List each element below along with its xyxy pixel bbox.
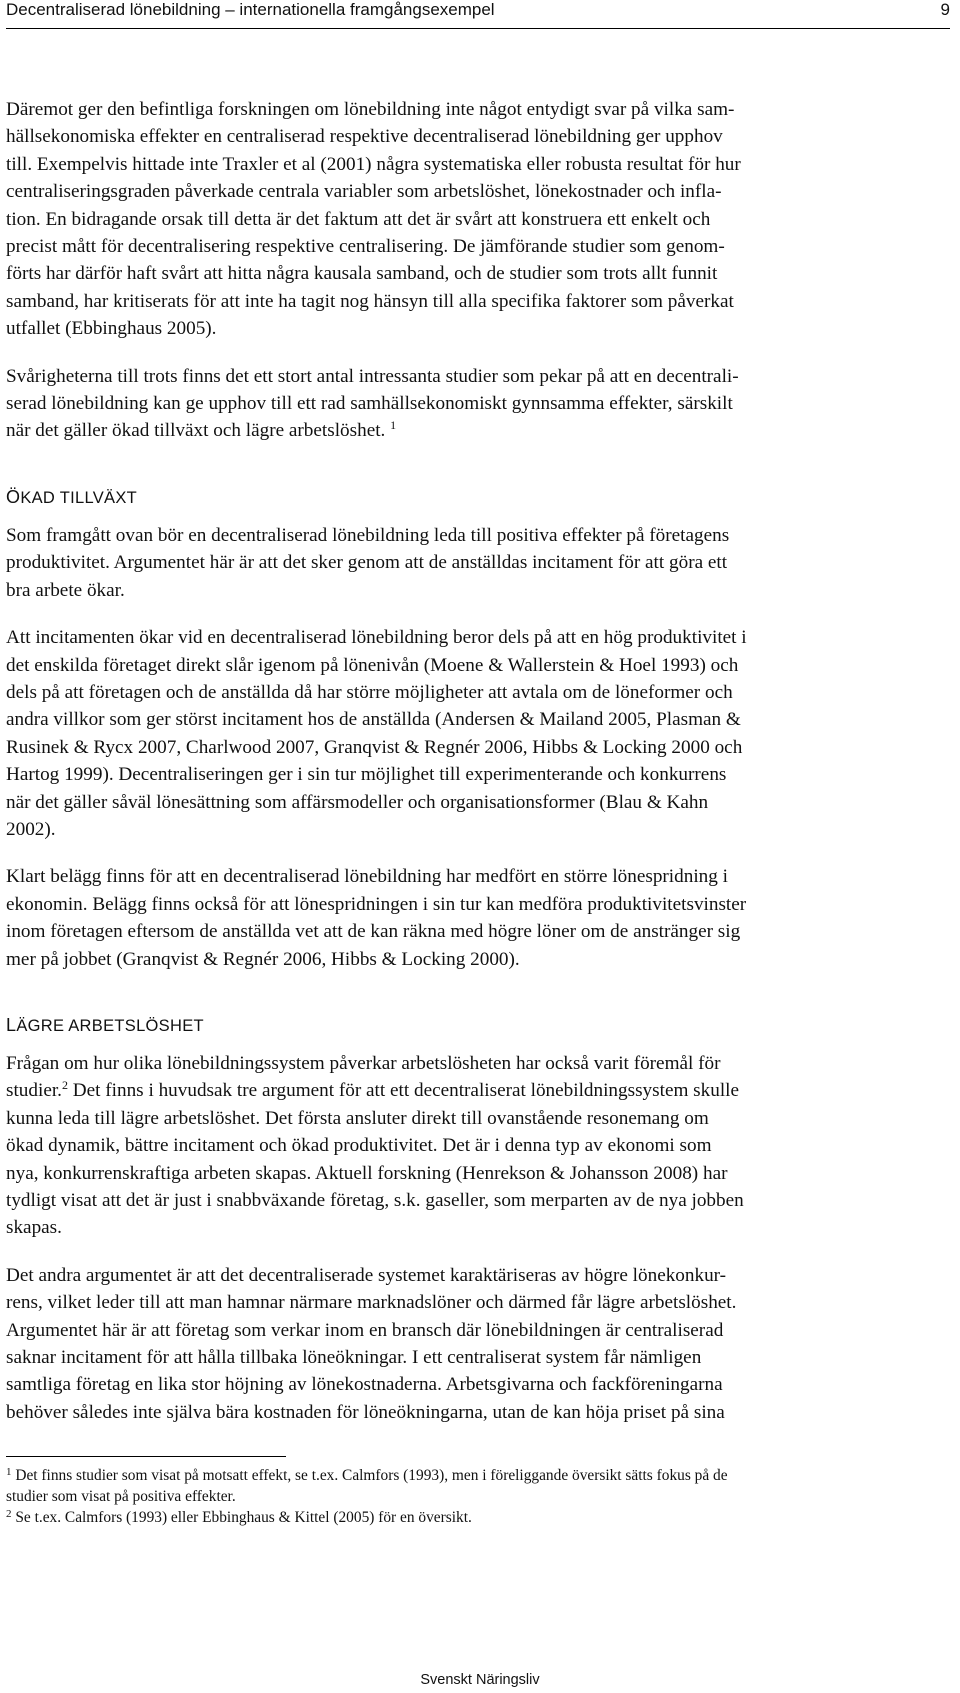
text-line: precist mått för decentralisering respektive centralisering. De jämförande studier som genom- <box>6 236 725 258</box>
text-line: när det gäller såväl lönesättning som affärsmodeller och organisationsformer (Blau & Kahn <box>6 791 709 813</box>
text-span: när det gäller ökad tillväxt och lägre arbetslöshet. <box>6 420 386 442</box>
paragraph-4 <box>6 624 950 843</box>
footnote-ref-1[interactable]: 1 <box>390 418 397 433</box>
text-line: tydligt visat att det är just i snabbväxande företag, s.k. gaseller, som merparten av de nya jobben <box>6 1190 744 1211</box>
text-line: Hartog 1999). Decentraliseringen ger i sin tur möjlighet till experimenterande och konkurrens <box>6 764 727 786</box>
paragraph-5 <box>6 863 950 973</box>
text-line: kunna leda till lägre arbetslöshet. Det första ansluter direkt till ovanstående resonemang om <box>6 1107 709 1129</box>
text-line: Svårigheterna till trots finns det ett stort antal intressanta studier som pekar på att en decentrali- <box>6 365 739 387</box>
text-line: Som framgått ovan bör en decentraliserad lönebildning leda till positiva effekter på företagens <box>6 524 730 546</box>
text-line: andra villkor som ger störst incitament hos de anställda (Andersen & Mailand 2005, Plasman & <box>6 709 741 731</box>
text-line: nya, konkurrenskraftiga arbeten skapas. Aktuell forskning (Henrekson & Johansson 2008) har <box>6 1162 728 1184</box>
text-line: Klart belägg finns för att en decentraliserad lönebildning har medfört en större lönespridning i <box>6 866 728 888</box>
paragraph-3 <box>6 522 950 604</box>
footnote-1: $^1$ Det finns studier som visat på motsatt effekt, se t.ex. Calmfors (1993), men i föreliggande översikt sätts fokus på de <box>6 1466 728 1485</box>
footnotes <box>6 1465 950 1528</box>
text-line: bra arbete ökar. <box>6 579 125 601</box>
page-number: 9 <box>940 0 950 19</box>
main-content <box>6 96 950 1528</box>
footnote-ref-2[interactable]: 2 <box>61 1078 68 1093</box>
text-line: Argumentet här är att företag som verkar inom en bransch där lönebildningen är centraliserad <box>6 1319 724 1341</box>
text-line: tion. En bidragande orsak till detta är det faktum att det är svårt att konstruera ett enkelt och <box>6 208 711 230</box>
page-footer: Svenskt Näringsliv <box>420 1672 540 1688</box>
text-line: centraliseringsgraden påverkade centrala variabler som arbetslöshet, lönekostnader och infla- <box>6 181 722 203</box>
text-line: ekonomin. Belägg finns också för att lönespridningen i sin tur kan medföra produktivitetsvinster <box>6 893 747 915</box>
text-line: dels på att företagen och de anställda då har större möjligheter att avtala om de löneformer och <box>6 681 733 703</box>
text-line <box>6 417 950 444</box>
text-line: till. Exempelvis hittade inte Traxler et al (2001) några systematiska eller robusta resultat för hur <box>6 153 741 175</box>
text-line: Däremot ger den befintliga forskningen om lönebildning inte något entydigt svar på vilka sam- <box>6 99 735 120</box>
text-line: det enskilda företaget direkt slår igenom på lönenivån (Moene & Wallerstein & Hoel 1993) och <box>6 654 739 676</box>
section-heading-lagre-arbetsloshet: LÄGRE ARBETSLÖSHET <box>6 1014 204 1035</box>
text-line: Rusinek & Rycx 2007, Charlwood 2007, Granqvist & Regnér 2006, Hibbs & Locking 2000 och <box>6 736 743 758</box>
text-line: Att incitamenten ökar vid en decentraliserad lönebildning beror dels på att en hög produktivitet i <box>6 627 747 649</box>
document-title: Decentraliserad lönebildning – internationella framgångsexempel <box>6 0 495 19</box>
text-line: mer på jobbet (Granqvist & Regnér 2006, Hibbs & Locking 2000). <box>6 948 520 970</box>
text-line: förts har därför haft svårt att hitta några kausala samband, och de studier som trots allt funnit <box>6 263 718 285</box>
section-heading-okad-tillvaxt: ÖKAD TILLVÄXT <box>6 486 138 507</box>
footnote-2: $^2$ Se t.ex. Calmfors (1993) eller Ebbinghaus & Kittel (2005) för en översikt. <box>6 1508 472 1527</box>
text-line: serad lönebildning kan ge upphov till ett rad samhällsekonomiskt gynnsamma effekter, särskilt <box>6 393 733 415</box>
text-line: Det andra argumentet är att det decentraliserade systemet karaktäriseras av högre lönekonkur- <box>6 1264 727 1286</box>
text-line: 2002). <box>6 818 56 840</box>
footnote-1-continued: studier som visat på positiva effekter. <box>6 1488 236 1506</box>
text-line: samband, har kritiserats för att inte ha tagit nog hänsyn till alla specifika faktorer som påverkat <box>6 290 734 312</box>
text-line: saknar incitament för att hålla tillbaka löneökningar. I ett centraliserat system får nämligen <box>6 1347 702 1369</box>
paragraph-1 <box>6 96 950 343</box>
paragraph-2 <box>6 363 950 445</box>
page-header <box>6 0 950 29</box>
text-line: ökad dynamik, bättre incitament och ökad produktivitet. Det är i denna typ av ekonomi som <box>6 1135 712 1157</box>
text-line: produktivitet. Argumentet här är att det sker genom att de anställdas incitament för att göra ett <box>6 552 728 574</box>
text-line: behöver således inte själva bära kostnaden för löneökningarna, utan de kan höja priset på sina <box>6 1401 725 1423</box>
text-line: skapas. <box>6 1217 62 1239</box>
paragraph-6 <box>6 1050 950 1242</box>
paragraph-7 <box>6 1262 950 1426</box>
text-line: samtliga företag en lika stor höjning av lönekostnaderna. Arbetsgivarna och fackföreningarna <box>6 1374 723 1396</box>
text-line: hällsekonomiska effekter en centraliserad respektive decentraliserad lönebildning ger upphov <box>6 126 723 148</box>
text-line: utfallet (Ebbinghaus 2005). <box>6 318 217 340</box>
text-line: Frågan om hur olika lönebildningssystem påverkar arbetslösheten har också varit föremål för <box>6 1052 721 1074</box>
text-line: rens, vilket leder till att man hamnar närmare marknadslöner och därmed får lägre arbetslöshet. <box>6 1292 737 1314</box>
text-line: inom företagen eftersom de anställda vet att de kan räkna med högre löner om de anstränger sig <box>6 921 741 943</box>
text-line: studier.$^2$ Det finns i huvudsak tre argument för att ett decentraliserat lönebildningssystem skulle <box>6 1078 740 1102</box>
